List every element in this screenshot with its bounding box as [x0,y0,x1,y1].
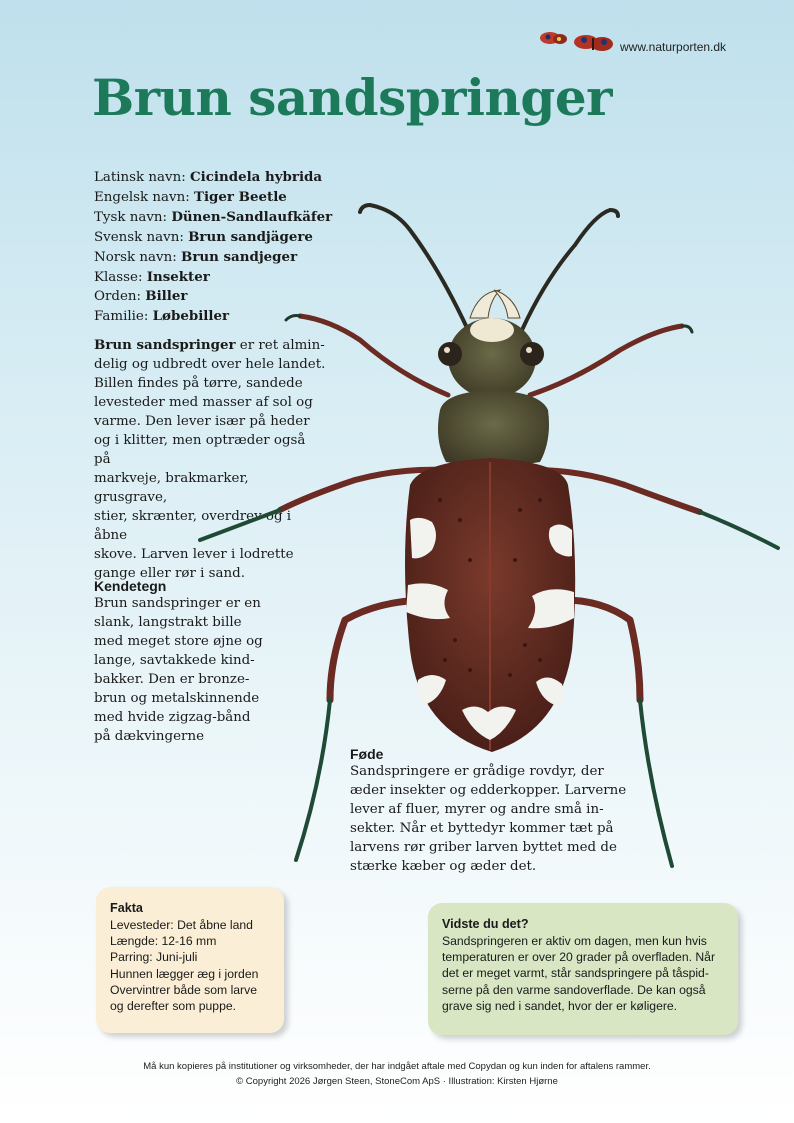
intro-line: og i klitter, men optræder også på [94,433,306,467]
fode-line: Sandspringere er grådige rovdyr, der [350,764,604,779]
kendetegn-line: lange, savtakkede kind- [94,653,255,668]
intro-bold: Brun sandspringer [94,337,236,353]
fode-section [350,746,630,876]
intro-line: delig og udbredt over hele landet. [94,357,326,372]
fakta-line: Hunnen lægger æg i jorden [110,966,259,981]
fode-line: sekter. Når et byttedyr kommer tæt på [350,821,614,836]
fode-line: larvens rør griber larven byttet med de [350,840,617,855]
kendetegn-line: med meget store øjne og [94,634,263,649]
intro-line: stier, skrænter, overdrev og i åbne [94,509,292,543]
fode-heading: Føde [350,746,384,762]
intro-line: skove. Larven lever i lodrette [94,547,294,562]
intro-line: Billen findes på tørre, sandede [94,376,303,391]
vidste-line: Sandspringeren er aktiv om dagen, men kun hvis [442,934,707,948]
kendetegn-line: slank, langstrakt bille [94,615,242,630]
name-value: Insekter [146,268,210,285]
fode-line: lever af fluer, myrer og andre små in- [350,802,604,817]
fakta-line: Overvintrer både som larve [110,982,257,997]
name-label: Orden: [94,289,146,305]
name-value: Cicindela hybrida [189,169,323,185]
fakta-line: Levesteder: Det åbne land [110,918,253,932]
vidste-line: serne på den varme sandoverflade. De kan også [442,982,706,997]
vidste-du-det-box [428,903,738,1035]
kendetegn-line: på dækvingerne [94,729,205,744]
vidste-heading: Vidste du det? [442,917,529,931]
butterfly-logo-icon [538,22,618,56]
name-value: Brun sandjeger [181,248,298,265]
kendetegn-line: Brun sandspringer er en [94,596,261,611]
name-label: Svensk navn: [94,229,189,245]
kendetegn-section [94,578,274,746]
intro-line: varme. Den lever især på heder [94,414,310,429]
vidste-line: temperaturen er over 20 grader på overfladen. Når [442,950,716,965]
name-value: Tiger Beetle [194,188,287,205]
fode-line: stærke kæber og æder det. [350,859,537,874]
intro-line: gange eller rør i sand. [94,566,245,581]
kendetegn-line: brun og metalskinnende [94,691,260,706]
name-label: Tysk navn: [94,209,172,225]
footer-copyright: © Copyright 2026 Jørgen Steen, StoneCom ApS · Illustration: Kirsten Hjørne [236,1076,558,1087]
name-label: Engelsk navn: [94,189,194,205]
fakta-line: og derefter som puppe. [110,999,237,1014]
intro-line: levesteder med masser af sol og [94,395,313,410]
intro-text: er ret almin- [235,338,325,353]
vidste-line: grave sig ned i sandet, hvor der er køligere. [442,998,678,1013]
name-value: Løbebiller [152,308,230,325]
name-label: Latinsk navn: [94,170,190,185]
fakta-line: Parring: Juni-juli [110,950,198,965]
kendetegn-heading: Kendetegn [94,578,167,594]
name-row-latin [94,168,332,188]
name-label: Familie: [94,309,153,325]
name-value: Biller [145,288,188,305]
name-label: Klasse: [94,269,147,285]
kendetegn-line: med hvide zigzag-bånd [94,710,251,725]
name-value: Dünen-Sandlaufkäfer [171,208,333,225]
fakta-heading: Fakta [110,901,143,915]
website-url: www.naturporten.dk [620,40,727,54]
fakta-line: Længde: 12-16 mm [110,934,217,949]
intro-line: markveje, brakmarker, grusgrave, [94,471,249,505]
kendetegn-line: bakker. Den er bronze- [94,672,250,687]
fakta-box [96,887,284,1033]
fode-line: æder insekter og edderkopper. Larverne [350,783,627,798]
name-label: Norsk navn: [94,249,181,265]
vidste-line: det er meget varmt, står sandspringere på tåspid- [442,966,709,981]
page-title: Brun sandspringer [92,68,612,127]
footer-copy-notice: Må kun kopieres på institutioner og virksomheder, der har indgået aftale med Copydan og kun inden for aftalens rammer. [143,1061,651,1072]
name-value: Brun sandjägere [188,228,313,245]
